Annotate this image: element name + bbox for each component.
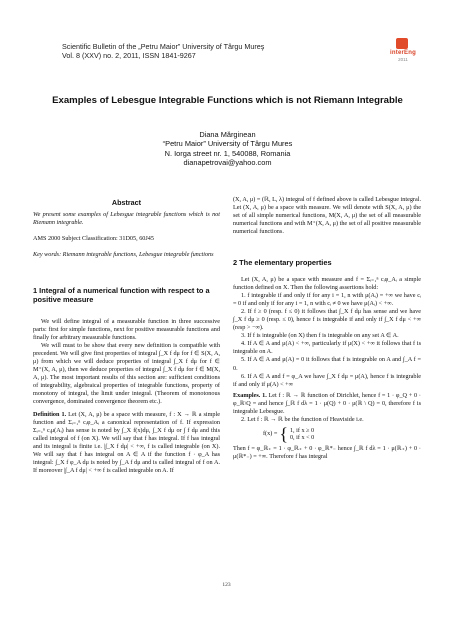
property-item: 5. If A ∈ A and μ(A) = 0 it follows that f is integrable on A and ∫_A f = 0. [233,356,421,372]
section1-body [33,318,220,475]
definition-text: Let (X, A, μ) be a space with measure, f : X → ℝ a simple function and Σᵢ₌₁ⁿ cᵢφ_Aᵢ a canonical representation of f. If expression Σᵢ₌₁ⁿ cᵢμ(Aᵢ) has sense is noted by ∫_X f(x)dμ, ∫_X f dμ or ∫ f dμ and this called integral of f (on X). We will say that f has integral. If f has integral and its integral is finite i.e. |∫_X f dμ| < +∞, f is called integrable (on X). We will say that f has integral on A ∈ A if the function f · φ_A has integral: ∫_X f φ_A dμ is noted by ∫_A f dμ and is called integral of f on A. If moreover |∫_A f dμ| < +∞ f is called integrable on A. If [33,410,220,474]
abstract-text: We present some examples of Lebesgue integrable functions which is not Riemann integrable. [33,211,220,227]
section2-heading: 2 The elementary properties [233,258,332,267]
section2-body [233,276,421,461]
keywords: Key words: Riemann integrable functions, Lebesgue integrable functions [33,251,214,259]
author-email: dianapetrovai@yahoo.com [183,158,272,168]
journal-name: Scientific Bulletin of the „Petru Maior” University of Târgu Mureş [62,42,265,51]
abstract-heading: Abstract [111,198,142,207]
heaviside-definition [263,424,421,445]
piecewise-case-2: 0, if x < 0 [289,434,315,442]
interEng-logo [386,38,420,68]
definition-continuation: (X, A, μ) = (ℝ, L, λ) integral of f defined above is called Lebesgue integral. Let (X, A, μ) be a space with measure. We will denote with S(X, A, μ) the set of all simple numerical functions, M(X, A, μ) the set of all measurable numerical functions and with M⁺(X, A, μ) the set of all positive measurable numerical functions. [233,196,421,236]
author-address: N. Iorga street nr. 1, 540088, Romania [164,148,291,158]
logo-mark-icon [396,38,408,49]
brace-icon: { [279,424,288,445]
section1-heading: 1 Integral of a numerical function with respect to a positive measure [33,286,210,304]
logo-word: interEng [390,50,416,56]
property-item: 6. If A ∈ A and f = φ_A we have ∫_X f dμ = μ(A), hence f is integrable if and only if μ(A) < +∞ [233,372,421,388]
examples-text: Let f : ℝ → ℝ function of Dirichlet, hence f = 1 · φ_Q + 0 · φ_ℝ\Q = and hence ∫_ℝ f dλ = 1 · μ(Q) + 0 · μ(ℝ \ Q) = 0, therefore f is integrable Lebesgue. [233,391,421,415]
logo-year: 2011 [398,57,408,62]
right-column-top [233,196,421,236]
property-item: 4. If A ∈ A and μ(A) < +∞, particularly if μ(X) < +∞ it follows that f is integrable on A. [233,340,421,356]
section2-intro: Let (X, A, μ) be a space with measure and f = Σᵢ₌₁ⁿ cᵢφ_Aᵢ a simple function defined on X. Then the following assertions hold: [233,276,421,292]
property-item: 2. If f ≥ 0 (resp. f ≤ 0) it follows that ∫_X f dμ has sense and we have ∫_X f dμ ≥ 0 (resp. ≤ 0), hence f is integrable if and only if ∫_X f dμ < +∞ (resp > −∞). [233,308,421,332]
author-block [120,130,335,168]
section1-paragraph1: We will define integral of a measurable function in three successive parts: first for simple functions, next for positive measurable functions and finally for arbitrary measurable functions. [33,318,220,342]
page-number: 123 [222,582,231,588]
journal-volume: Vol. 8 (XXV) no. 2, 2011, ISSN 1841-9267 [62,51,196,60]
abstract-body [33,211,220,259]
ams-classification: AMS 2000 Subject Classification: 31D05, 60J45 [33,235,154,243]
journal-header [62,42,264,60]
author-affiliation: “Petru Maior” University of Târgu Mures [162,139,293,149]
property-item: 3. If f is integrable (on X) then f is integrable on any set A ∈ A. [241,332,399,340]
piecewise-lhs: f(x) = [263,430,278,438]
author-name: Diana Mărginean [199,130,256,139]
piecewise-case-1: 1, if x ≥ 0 [289,426,315,434]
example2-text: 2. Let f : ℝ → ℝ be the function of Heaviside i.e. [241,415,364,423]
definition-label: Definition 1. [33,410,67,418]
example2-conclusion: Then f = φ_ℝ₊ = 1 · φ_ℝ₊ + 0 · φ_ℝ*₋ hence ∫_ℝ f dλ = 1 · μ(ℝ₊) + 0 · μ(ℝ*₋) = +∞. Therefore f has integral [233,445,421,461]
property-item: 1. f integrable if and only if for any i = 1, n with μ(Aᵢ) = +∞ we have cᵢ = 0 if and only if for any i = 1, n with cᵢ ≠ 0 we have μ(Aᵢ) < +∞. [233,292,421,308]
section1-paragraph2: We will must to be show that every new definition is compatible with precedent. We will give first properties of integral ∫_X f dμ for f ∈ S(X, A, μ) from which we will deduce properties of integral ∫_X f dμ for f ∈ M⁺(X, A, μ), then we deduce properties of integral ∫_X f dμ for f ∈ M(X, A, μ). The most important results of this section are: sufficient conditions of integrability, algebraical properties of integrable functions, property of monotony of integral, the limit under integral. (Theorem of monotonous convergence, dominated convergence theorem etc.). [33,342,220,406]
paper-title: Examples of Lebesgue Integrable Functions which is not Riemann Integrable [52,95,403,106]
examples-label: Examples. 1. [233,391,267,399]
